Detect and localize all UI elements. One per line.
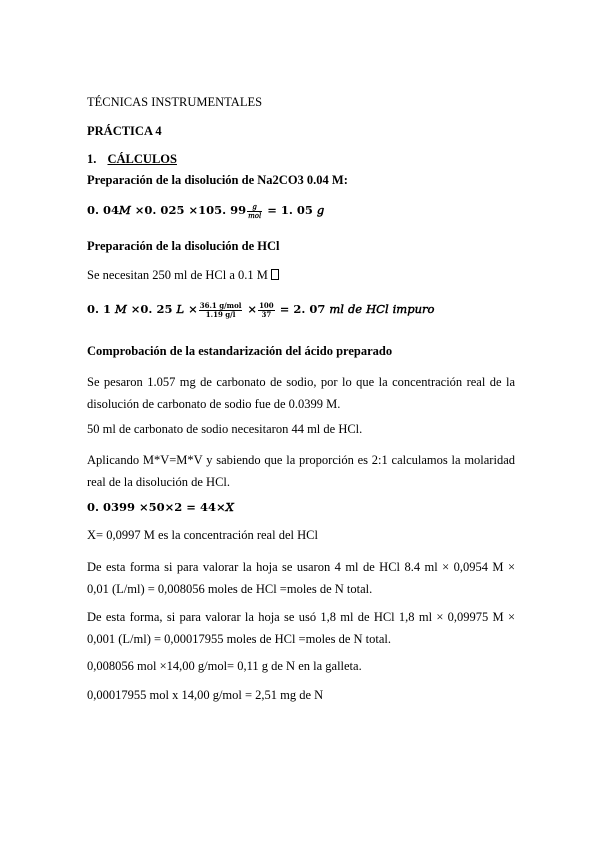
section-number: 1. xyxy=(87,152,97,166)
check-paragraph-4: X= 0,0997 M es la concentración real del HCl xyxy=(87,528,318,542)
hcl-equation xyxy=(87,301,434,319)
fraction-numerator: 𝑔 xyxy=(247,203,262,212)
fraction-numerator: 100 xyxy=(259,300,274,310)
na2co3-eq-left: 0. 04𝑀 ×0. 025 ×105. 99 xyxy=(87,203,247,217)
hcl-eq-right: = 2. 07 𝑚𝑙 𝑑𝑒 𝐻𝐶𝑙 𝑖𝑚𝑝𝑢𝑟𝑜 xyxy=(279,302,435,316)
molarity-equation: 0. 0399 ×50×2 = 44×𝑋 xyxy=(87,500,234,514)
hcl-eq-mid: × xyxy=(247,302,258,316)
hcl-eq-fraction-2 xyxy=(258,302,275,319)
box-glyph-icon xyxy=(271,269,279,280)
fraction-denominator: 37 xyxy=(261,309,272,319)
hcl-eq-fraction-1 xyxy=(199,302,243,319)
hcl-eq-left: 0. 1 𝑀 ×0. 25 𝐿 × xyxy=(87,302,198,316)
check-heading: Comprobación de la estandarización del ácido preparado xyxy=(87,344,393,358)
fraction-numerator: 36.1 g/mol xyxy=(199,300,242,310)
check-paragraph-1: Se pesaron 1.057 mg de carbonato de sodio, por lo que la concentración real de la disolución de carbonato de sodio fue de 0.0399 M. xyxy=(87,375,515,411)
check-paragraph-2: 50 ml de carbonato de sodio necesitaron 44 ml de HCl. xyxy=(87,422,363,436)
section-title: CÁLCULOS xyxy=(107,152,177,166)
hcl-heading: Preparación de la disolución de HCl xyxy=(87,239,280,253)
fraction-denominator: 𝑚𝑜𝑙 xyxy=(248,210,262,220)
check-paragraph-8: 0,00017955 mol x 14,00 g/mol = 2,51 mg de N xyxy=(87,688,324,702)
fraction-denominator: 1.19 g/l xyxy=(205,309,236,319)
na2co3-eq-fraction xyxy=(247,203,262,220)
course-title: TÉCNICAS INSTRUMENTALES xyxy=(87,95,263,109)
section-heading xyxy=(87,151,177,167)
hcl-need-label: Se necesitan 250 ml de HCl a 0.1 M xyxy=(87,268,271,282)
check-paragraph-7: 0,008056 mol ×14,00 g/mol= 0,11 g de N en la galleta. xyxy=(87,659,362,673)
na2co3-equation xyxy=(87,202,324,220)
hcl-need-text xyxy=(87,267,279,283)
check-paragraph-6: De esta forma, si para valorar la hoja se usó 1,8 ml de HCl 1,8 ml × 0,09975 M × 0,001 (L/ml) = 0,00017955 moles de HCl =moles de N total. xyxy=(87,610,515,646)
na2co3-eq-right: = 1. 05 𝑔 xyxy=(267,203,325,217)
practice-title: PRÁCTICA 4 xyxy=(87,124,162,138)
check-paragraph-5: De esta forma si para valorar la hoja se usaron 4 ml de HCl 8.4 ml × 0,0954 M × 0,01 (L/ml) = 0,008056 moles de HCl =moles de N total. xyxy=(87,560,515,596)
check-paragraph-3: Aplicando M*V=M*V y sabiendo que la proporción es 2:1 calculamos la molaridad real de la disolución de HCl. xyxy=(87,453,515,489)
na2co3-heading: Preparación de la disolución de Na2CO3 0.04 M: xyxy=(87,173,348,187)
